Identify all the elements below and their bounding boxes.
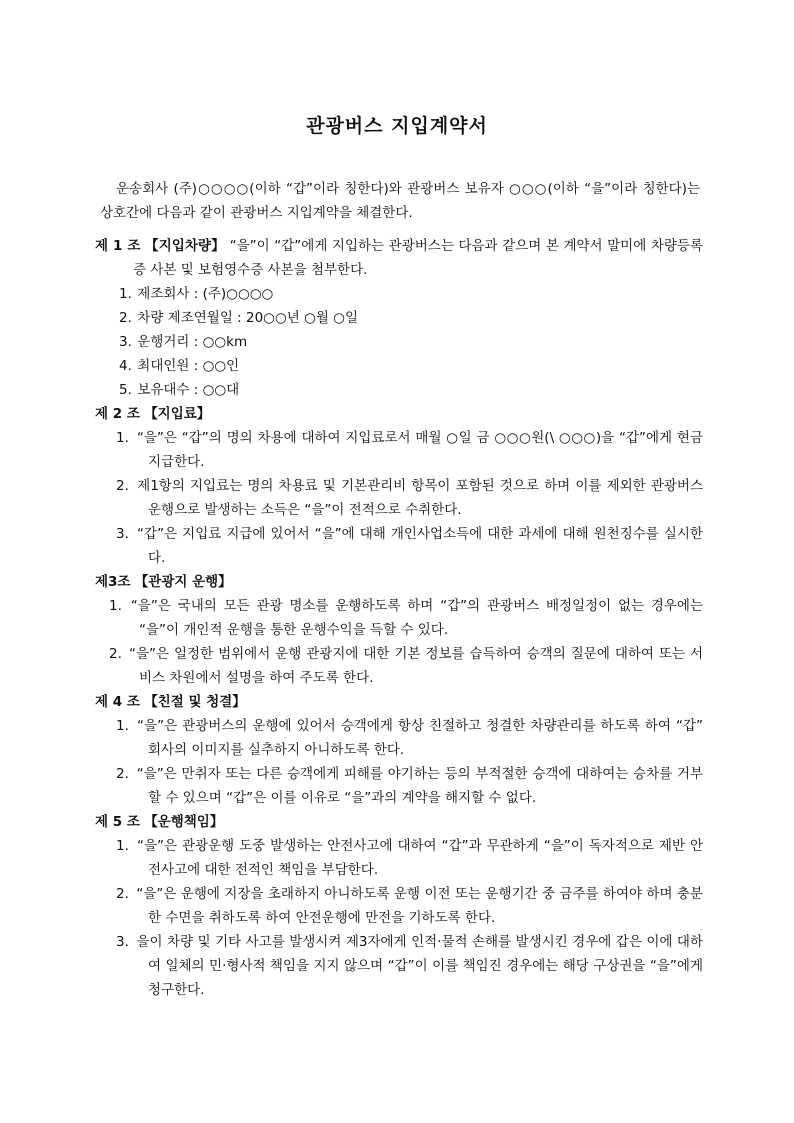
- article-number: 제 4 조: [95, 694, 140, 710]
- clause-item: 2. “을”은 운행에 지장을 초래하지 아니하도록 운행 이전 또는 운행기간 중 금주를 하여야 하며 충분한 수면을 취하도록 하여 안전운행에 만전을 기하도록 한다.: [116, 886, 703, 926]
- document-title: 관광버스 지입계약서: [306, 115, 488, 137]
- clause-item: 2. “을”은 만취자 또는 다른 승객에게 피해를 야기하는 등의 부적절한 승객에 대하여는 승차를 거부할 수 있으며 “갑”은 이를 이유로 “을”과의 계약을 해지할 수 없다.: [116, 766, 703, 806]
- article-number: 제 1 조: [95, 238, 141, 254]
- clause-text: “을”은 국내의 모든 관광 명소를 운행하도록 하며 “갑”의 관광버스 배정일정이 없는 경우에는 “을”이 개인적 운행을 통한 운행수익을 득할 수 있다.: [130, 598, 703, 638]
- clause-text: “을”은 관광버스의 운행에 있어서 승객에게 항상 친절하고 청결한 차량관리를 하도록 하여 “갑” 회사의 이미지를 실추하지 아니하도록 한다.: [137, 718, 703, 758]
- article-4: [95, 690, 703, 810]
- article-heading: [95, 402, 703, 426]
- clause-text: “갑”은 지입료 지급에 있어서 “을”에 대해 개인사업소득에 대한 과세에 대해 원천징수를 실시한다.: [137, 526, 703, 566]
- clause-item: 3. 운행거리 : ○○km: [119, 334, 248, 350]
- clause-item: 2. 차량 제조연월일 : 20○○년 ○월 ○일: [119, 310, 359, 326]
- clause-item: 2. 제1항의 지입료는 명의 차용료 및 기본관리비 항목이 포함된 것으로 하며 이를 제외한 관광버스 운행으로 발생하는 소득은 “을”이 전적으로 수취한다.: [116, 478, 703, 518]
- clause-item: 4. 최대인원 : ○○인: [119, 358, 240, 374]
- clause-list: [95, 282, 703, 402]
- article-3: [95, 570, 703, 690]
- clause-list: [95, 426, 703, 570]
- clause-list: [95, 834, 703, 1002]
- article-intro: “을”이 “갑”에게 지입하는 관광버스는 다음과 같으며 본 계약서 말미에 차량등록증 사본 및 보험영수증 사본을 첨부한다.: [133, 238, 703, 278]
- article-title: 【운행책임】: [144, 814, 224, 830]
- clause-item: 1. “을”은 “갑”의 명의 차용에 대하여 지입료로서 매월 ○일 금 ○○○원(\ ○○○)을 “갑”에게 현금 지급한다.: [116, 430, 703, 470]
- clause-text: 제1항의 지입료는 명의 차용료 및 기본관리비 항목이 포함된 것으로 하며 이를 제외한 관광버스 운행으로 발생하는 소득은 “을”이 전적으로 수취한다.: [137, 478, 703, 518]
- article-title: 【친절 및 청결】: [144, 694, 246, 710]
- article-title: 【지입차량】: [145, 238, 226, 254]
- article-1: [95, 234, 703, 402]
- article-title: 【지입료】: [144, 406, 211, 422]
- clause-item: 2. “을”은 일정한 범위에서 운행 관광지에 대한 기본 정보를 습득하여 승객의 질문에 대하여 또는 서비스 차원에서 설명을 하여 주도록 한다.: [109, 646, 703, 686]
- clause-text: “을”은 운행에 지장을 초래하지 아니하도록 운행 이전 또는 운행기간 중 금주를 하여야 하며 충분한 수면을 취하도록 하여 안전운행에 만전을 기하도록 한다.: [136, 886, 703, 926]
- clause-item: 1. “을”은 관광버스의 운행에 있어서 승객에게 항상 친절하고 청결한 차량관리를 하도록 하여 “갑” 회사의 이미지를 실추하지 아니하도록 한다.: [116, 718, 703, 758]
- article-2: [95, 402, 703, 570]
- clause-list: [95, 594, 703, 690]
- contract-intro: 운송회사 (주)○○○○(이하 “갑”이라 칭한다)와 관광버스 보유자 ○○○(이하 “을”이라 칭한다)는 상호간에 다음과 같이 관광버스 지입계약을 체결한다.: [100, 180, 700, 221]
- article-title: 【관광지 운행】: [134, 574, 232, 590]
- clause-item: 3. 을이 차량 및 기타 사고를 발생시켜 제3자에게 인적·물적 손해를 발생시킨 경우에 갑은 이에 대하여 일체의 민·형사적 책임을 지지 않으며 “갑”이 이를 책임진 경우에는 해당 구상권을 “을”에게 청구한다.: [116, 934, 703, 998]
- clause-item: 5. 보유대수 : ○○대: [119, 382, 240, 398]
- article-5: [95, 810, 703, 1002]
- clause-text: 을이 차량 및 기타 사고를 발생시켜 제3자에게 인적·물적 손해를 발생시킨 경우에 갑은 이에 대하여 일체의 민·형사적 책임을 지지 않으며 “갑”이 이를 책임진 경우에는 해당 구상권을 “을”에게 청구한다.: [136, 934, 703, 998]
- clause-list: [95, 714, 703, 810]
- clause-text: 제조회사 : (주)○○○○: [137, 286, 274, 302]
- clause-text: 차량 제조연월일 : 20○○년 ○월 ○일: [137, 310, 359, 326]
- article-heading: [95, 810, 703, 834]
- clause-item: 1. “을”은 관광운행 도중 발생하는 안전사고에 대하여 “갑”과 무관하게 “을”이 독자적으로 제반 안전사고에 대한 전적인 책임을 부담한다.: [116, 838, 703, 878]
- clause-item: 3. “갑”은 지입료 지급에 있어서 “을”에 대해 개인사업소득에 대한 과세에 대해 원천징수를 실시한다.: [116, 526, 703, 566]
- clause-text: “을”은 관광운행 도중 발생하는 안전사고에 대하여 “갑”과 무관하게 “을”이 독자적으로 제반 안전사고에 대한 전적인 책임을 부담한다.: [136, 838, 703, 878]
- clause-text: “을”은 “갑”의 명의 차용에 대하여 지입료로서 매월 ○일 금 ○○○원(\ ○○○)을 “갑”에게 현금 지급한다.: [136, 430, 703, 470]
- article-number: 제3조: [95, 574, 131, 590]
- clause-text: 운행거리 : ○○km: [137, 334, 248, 350]
- clause-text: “을”은 만취자 또는 다른 승객에게 피해를 야기하는 등의 부적절한 승객에 대하여는 승차를 거부할 수 있으며 “갑”은 이를 이유로 “을”과의 계약을 해지할 수 없다.: [136, 766, 703, 806]
- article-number: 제 2 조: [95, 406, 140, 422]
- article-list: [95, 234, 703, 1002]
- article-heading: [95, 690, 703, 714]
- article-number: 제 5 조: [95, 814, 140, 830]
- clause-text: “을”은 일정한 범위에서 운행 관광지에 대한 기본 정보를 습득하여 승객의 질문에 대하여 또는 서비스 차원에서 설명을 하여 주도록 한다.: [128, 646, 703, 686]
- clause-item: 1. “을”은 국내의 모든 관광 명소를 운행하도록 하며 “갑”의 관광버스 배정일정이 없는 경우에는 “을”이 개인적 운행을 통한 운행수익을 득할 수 있다.: [109, 598, 703, 638]
- clause-text: 보유대수 : ○○대: [137, 382, 240, 398]
- article-heading: [95, 570, 703, 594]
- article-heading: [95, 234, 703, 282]
- clause-item: 1. 제조회사 : (주)○○○○: [119, 286, 274, 302]
- clause-text: 최대인원 : ○○인: [137, 358, 240, 374]
